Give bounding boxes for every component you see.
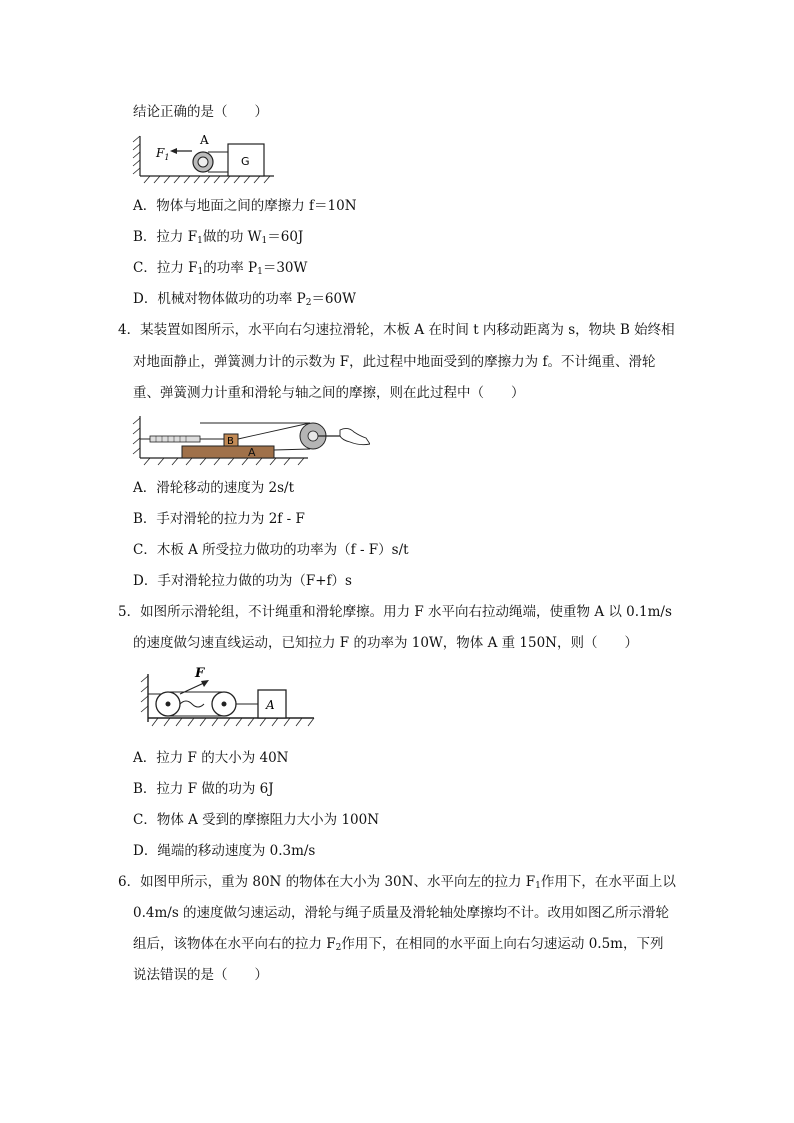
q5-stem-line1: 5．如图所示滑轮组，不计绳重和滑轮摩擦。用力 F 水平向右拉动绳端，使重物 A 以 0.1m/s — [118, 604, 672, 620]
q5-stem-line2: 的速度做匀速直线运动，已知拉力 F 的功率为 10W，物体 A 重 150N，则（ ） — [133, 635, 638, 651]
q5-figure — [138, 660, 318, 728]
q3-stem-tail: 结论正确的是（ ） — [133, 104, 268, 120]
q4-stem-line1: 4．某装置如图所示，水平向右匀速拉滑轮，木板 A 在时间 t 内移动距离为 s，物块 B 始终相 — [118, 322, 675, 338]
q3-arrowhead-icon — [170, 148, 177, 154]
q3-label-g: G — [241, 155, 250, 168]
q5-option-c[interactable]: C．物体 A 受到的摩擦阻力大小为 100N — [133, 812, 380, 828]
q4-stem-line3: 重、弹簧测力计重和滑轮与轴之间的摩擦，则在此过程中（ ） — [133, 385, 525, 401]
q6-stem-line4: 说法错误的是（ ） — [133, 967, 268, 983]
q6-stem-line1: 6．如图甲所示，重为 80N 的物体在大小为 30N、水平向左的拉力 $F_1$作用下，在水平面上以 — [118, 874, 676, 891]
q6-stem-line3: 组后，该物体在水平向右的拉力 $F_2$作用下，在相同的水平面上向右匀速运动 0.5m，下列 — [133, 936, 664, 953]
q3-label-a: A — [200, 133, 209, 147]
q3-option-d[interactable]: D．机械对物体做功的功率 $P_2=60W$ — [133, 291, 356, 308]
q5-label-f: F — [195, 666, 205, 681]
q5-pulley-moving-axle — [222, 702, 227, 707]
q4-option-b[interactable]: B．手对滑轮的拉力为 2f - F — [133, 511, 305, 527]
q4-rope-lower — [274, 449, 310, 450]
q4-option-a[interactable]: A．滑轮移动的速度为 2s/t — [133, 480, 295, 496]
q4-rope-upper — [238, 423, 310, 439]
q4-board-a — [182, 446, 274, 458]
q5-pulley-fixed-axle — [166, 702, 171, 707]
q3-option-a[interactable]: A．物体与地面之间的摩擦力 f＝10N — [133, 198, 357, 214]
q3-option-c[interactable]: C．拉力 $F_1$的功率 $P_1=30W$ — [133, 260, 308, 277]
q4-hand-icon — [340, 428, 370, 444]
q6-stem-line2: 0.4m/s 的速度做匀速运动，滑轮与绳子质量及滑轮轴处摩擦均不计。改用如图乙所示滑轮 — [133, 905, 670, 921]
q4-option-d[interactable]: D．手对滑轮拉力做的功为（F+f）s — [133, 573, 352, 589]
q5-rope-middle — [180, 701, 204, 707]
q4-figure — [130, 412, 370, 468]
q5-option-a[interactable]: A．拉力 F 的大小为 40N — [133, 750, 289, 766]
q4-label-b: B — [227, 436, 234, 447]
q4-option-c[interactable]: C．木板 A 所受拉力做功的功率为（f - F）s/t — [133, 542, 409, 558]
q3-figure — [128, 130, 278, 184]
q3-option-b[interactable]: B．拉力 $F_1$做的功 $W_1=60J$ — [133, 229, 304, 246]
q4-stem-line2: 对地面静止，弹簧测力计的示数为 F，此过程中地面受到的摩擦力为 f。不计绳重、滑轮 — [133, 354, 656, 370]
q4-spring-scale — [140, 436, 224, 442]
q3-pulley — [193, 152, 228, 172]
q4-pulley-axle — [308, 431, 318, 441]
q5-label-a: A — [266, 698, 275, 712]
q3-label-f: $F_1$ — [156, 146, 170, 162]
q4-label-a: A — [248, 446, 256, 459]
q5-option-d[interactable]: D．绳端的移动速度为 0.3m/s — [133, 843, 316, 859]
q5-option-b[interactable]: B．拉力 F 做的功为 6J — [133, 781, 274, 797]
